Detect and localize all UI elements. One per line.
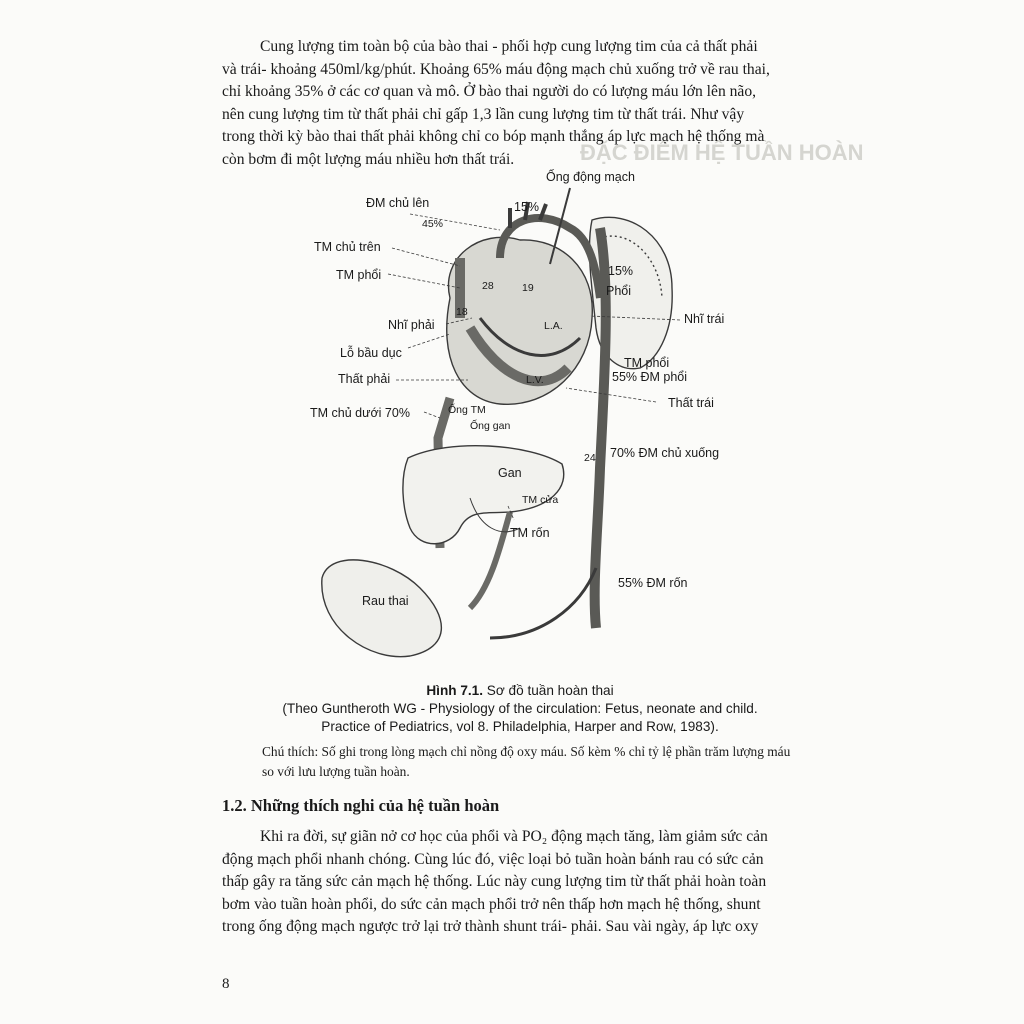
caption-title-line — [240, 682, 800, 700]
label-rau-thai: Rau thai — [362, 594, 409, 608]
label-lv: L.V. — [526, 374, 544, 386]
label-ong-gan: Ống gan — [470, 420, 511, 432]
label-la: L.A. — [544, 320, 563, 332]
label-lo-bau-duc: Lỗ bầu dục — [340, 346, 402, 360]
label-tm-phoi-left: TM phổi — [336, 268, 382, 282]
label-tm-chu-duoi: TM chủ dưới 70% — [310, 406, 410, 420]
note-line: Chú thích: Số ghi trong lòng mạch chỉ nồng độ oxy máu. Số kèm % chỉ tỷ lệ phần trăm lượng máu — [262, 744, 791, 759]
label-dm-ron: 55% ĐM rốn — [618, 576, 688, 590]
text-line: động mạch phổi nhanh chóng. Cùng lúc đó, việc loại bỏ tuần hoàn bánh rau có sức cản — [222, 850, 764, 868]
oxygen-value-24: 24 — [584, 452, 596, 464]
bleed-through-heading: ĐẶC ĐIỂM HỆ TUẦN HOÀN — [580, 140, 864, 165]
label-45-percent: 45% — [422, 218, 444, 230]
text-line: Khi ra đời, sự giãn nở cơ học của phổi và PO₂ động mạch tăng, làm giảm sức cản — [260, 828, 768, 845]
figure-note — [262, 742, 842, 782]
paragraph-2 — [222, 826, 842, 939]
oxygen-value-28: 28 — [482, 280, 494, 292]
caption-title-rest: Sơ đồ tuần hoàn thai — [483, 683, 614, 698]
label-that-phai: Thất phải — [338, 372, 391, 386]
page-number: 8 — [222, 976, 230, 992]
label-dm-chu-len: ĐM chủ lên — [366, 196, 430, 210]
text-line: còn bơm đi một lượng máu nhiều hơn thất trái. — [222, 150, 515, 168]
label-dm-phoi: 55% ĐM phổi — [612, 370, 688, 384]
text-line: nên cung lượng tim từ thất phải chỉ gấp 1,3 lần cung lượng tim từ thất trái. Như vậy — [222, 105, 745, 123]
note-line: so với lưu lượng tuần hoàn. — [262, 764, 410, 779]
caption-line-2: (Theo Guntheroth WG - Physiology of the circulation: Fetus, neonate and child. — [282, 701, 758, 716]
umbilical-artery — [490, 568, 596, 638]
label-that-trai: Thất trái — [668, 396, 714, 410]
label-15-percent-lung: 15% — [608, 264, 634, 278]
paragraph-1 — [222, 36, 842, 171]
label-nhi-phai: Nhĩ phải — [388, 318, 435, 332]
placenta-shape — [322, 560, 442, 657]
umbilical-vein — [470, 512, 510, 608]
oxygen-value-19: 19 — [522, 282, 534, 294]
label-tm-cua: TM cửa — [522, 494, 559, 506]
label-nhi-trai: Nhĩ trái — [684, 312, 725, 326]
label-ong-dong-mach: Ống động mạch — [546, 170, 635, 184]
text-line: và trái- khoảng 450ml/kg/phút. Khoảng 65% máu động mạch chủ xuống trở về rau thai, — [222, 60, 770, 78]
label-tm-phoi-right: TM phổi — [624, 356, 670, 370]
section-heading: 1.2. Những thích nghi của hệ tuần hoàn — [222, 796, 500, 815]
label-phoi: Phổi — [606, 284, 632, 298]
text-line: Cung lượng tim toàn bộ của bào thai - phối hợp cung lượng tim của cả thất phải — [260, 38, 758, 55]
caption-title: Hình 7.1. — [426, 683, 484, 698]
label-gan: Gan — [498, 466, 522, 480]
label-tm-chu-tren: TM chủ trên — [314, 240, 381, 254]
text-line: thấp gây ra tăng sức cản mạch hệ thống. Lúc này cung lượng tim từ thất phải hoàn toàn — [222, 873, 767, 890]
label-dm-chu-xuong: 70% ĐM chủ xuống — [610, 446, 720, 460]
text-line: bơm vào tuần hoàn phổi, do sức cản mạch phổi trở nên thấp hơn mạch hệ thống, shunt — [222, 895, 761, 913]
label-tm-ron: TM rốn — [510, 526, 550, 540]
text-line: trong thời kỳ bào thai thất phải không chỉ co bóp mạnh thắng áp lực mạch hệ thống mà — [222, 128, 765, 145]
figure-caption — [240, 682, 800, 736]
caption-line-3: Practice of Pediatrics, vol 8. Philadelphia, Harper and Row, 1983). — [321, 719, 719, 734]
label-15-percent-top: 15% — [514, 200, 540, 214]
fetal-circulation-figure — [300, 168, 740, 678]
label-ong-tm: Ống TM — [448, 404, 486, 416]
text-line: trong ống động mạch ngược trở lại trở thành shunt trái- phải. Sau vài ngày, áp lực oxy — [222, 918, 759, 935]
oxygen-value-18: 18 — [456, 306, 468, 318]
text-line: chỉ khoảng 35% ở các cơ quan và mô. Ở bào thai người do có lượng máu lớn lên não, — [222, 83, 757, 100]
